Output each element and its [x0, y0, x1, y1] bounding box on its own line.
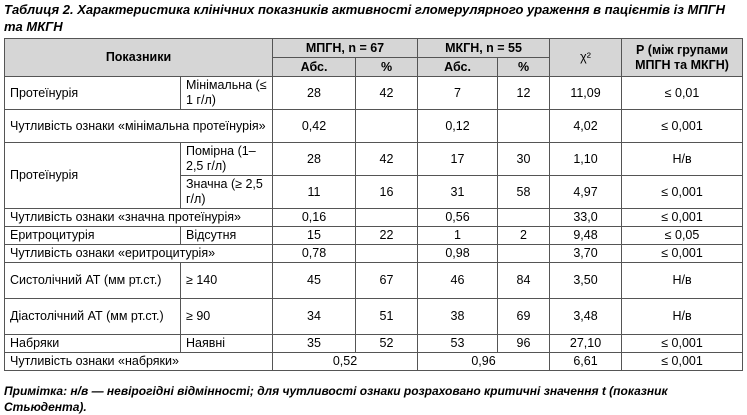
mpgn-abs: 45: [273, 263, 356, 299]
chi-value: 1,10: [550, 143, 622, 176]
chi-value: 4,02: [550, 110, 622, 143]
row-subcategory: ≥ 140: [181, 263, 273, 299]
chi-value: 3,50: [550, 263, 622, 299]
mkgn-value: 0,96: [418, 353, 550, 371]
header-mpgn: МПГН, n = 67: [273, 39, 418, 58]
mkgn-pct: 58: [498, 176, 550, 209]
mkgn-abs: 1: [418, 227, 498, 245]
row-name: Чутливість ознаки «значна протеїнурія»: [5, 209, 273, 227]
p-value: ≤ 0,001: [622, 335, 743, 353]
p-value: ≤ 0,01: [622, 77, 743, 110]
mpgn-abs: 0,78: [273, 245, 356, 263]
chi-value: 9,48: [550, 227, 622, 245]
footnote-text: н/в — невірогідні відмінності; для чутливості ознаки розраховано критичні значення t (показник Стьюдента).: [4, 384, 668, 414]
p-value: ≤ 0,05: [622, 227, 743, 245]
chi-value: 27,10: [550, 335, 622, 353]
mkgn-abs: 53: [418, 335, 498, 353]
row-subcategory: Наявні: [181, 335, 273, 353]
mkgn-abs: 17: [418, 143, 498, 176]
row-name: Набряки: [5, 335, 181, 353]
mkgn-abs: 7: [418, 77, 498, 110]
p-value: ≤ 0,001: [622, 176, 743, 209]
mpgn-pct: 51: [356, 299, 418, 335]
row-name: Протеїнурія: [5, 143, 181, 209]
mpgn-abs: 35: [273, 335, 356, 353]
mkgn-pct: 2: [498, 227, 550, 245]
header-row-1: [5, 39, 743, 58]
mpgn-abs: 15: [273, 227, 356, 245]
mpgn-pct: 42: [356, 143, 418, 176]
mpgn-abs: 28: [273, 77, 356, 110]
table-row: [5, 209, 743, 227]
header-indicators: Показники: [5, 39, 273, 77]
header-mkgn-abs: Абс.: [418, 58, 498, 77]
table-footnote: [4, 383, 744, 415]
row-name: Еритроцитурія: [5, 227, 181, 245]
mkgn-abs: 46: [418, 263, 498, 299]
mpgn-abs: 0,16: [273, 209, 356, 227]
mkgn-abs: 31: [418, 176, 498, 209]
table-row: [5, 353, 743, 371]
table-row: [5, 245, 743, 263]
mpgn-pct: 67: [356, 263, 418, 299]
header-mkgn-pct: %: [498, 58, 550, 77]
mpgn-abs: 11: [273, 176, 356, 209]
mkgn-abs: 38: [418, 299, 498, 335]
mkgn-abs: 0,98: [418, 245, 498, 263]
header-mpgn-abs: Абс.: [273, 58, 356, 77]
chi-value: 33,0: [550, 209, 622, 227]
p-value: Н/в: [622, 299, 743, 335]
p-value: ≤ 0,001: [622, 245, 743, 263]
mpgn-value: 0,52: [273, 353, 418, 371]
clinical-indicators-table: [4, 38, 743, 371]
header-p: Р (між групами МПГН та МКГН): [622, 39, 743, 77]
chi-value: 4,97: [550, 176, 622, 209]
p-value: Н/в: [622, 263, 743, 299]
mpgn-abs: 28: [273, 143, 356, 176]
chi-value: 3,70: [550, 245, 622, 263]
mpgn-pct: 42: [356, 77, 418, 110]
row-subcategory: ≥ 90: [181, 299, 273, 335]
row-subcategory: Відсутня: [181, 227, 273, 245]
header-chi: χ²: [550, 39, 622, 77]
mpgn-pct: 22: [356, 227, 418, 245]
mkgn-pct: [498, 209, 550, 227]
row-name: Систолічний АТ (мм рт.ст.): [5, 263, 181, 299]
chi-value: 3,48: [550, 299, 622, 335]
row-name: Діастолічний АТ (мм рт.ст.): [5, 299, 181, 335]
p-value: ≤ 0,001: [622, 209, 743, 227]
row-name: Чутливість ознаки «набряки»: [5, 353, 273, 371]
row-subcategory: Мінімальна (≤ 1 г/л): [181, 77, 273, 110]
p-value: Н/в: [622, 143, 743, 176]
mpgn-pct: [356, 110, 418, 143]
p-value: ≤ 0,001: [622, 110, 743, 143]
table-row: [5, 227, 743, 245]
footnote-label: Примітка:: [4, 384, 68, 398]
table-row: [5, 263, 743, 299]
table-row: [5, 335, 743, 353]
mpgn-pct: 52: [356, 335, 418, 353]
table-row: [5, 77, 743, 110]
mkgn-pct: 30: [498, 143, 550, 176]
mkgn-pct: 12: [498, 77, 550, 110]
row-name: Чутливість ознаки «еритроцитурія»: [5, 245, 273, 263]
mkgn-pct: 69: [498, 299, 550, 335]
table-row: [5, 143, 743, 176]
chi-value: 11,09: [550, 77, 622, 110]
row-name: Чутливість ознаки «мінімальна протеїнурія»: [5, 110, 273, 143]
chi-value: 6,61: [550, 353, 622, 371]
mkgn-abs: 0,56: [418, 209, 498, 227]
mkgn-pct: [498, 110, 550, 143]
header-mpgn-pct: %: [356, 58, 418, 77]
mpgn-pct: 16: [356, 176, 418, 209]
mkgn-pct: 96: [498, 335, 550, 353]
table-caption: Таблиця 2. Характеристика клінічних показників активності гломерулярного ураження в пацієнтів із МПГН та МКГН: [4, 2, 726, 34]
mpgn-pct: [356, 209, 418, 227]
mkgn-pct: [498, 245, 550, 263]
row-subcategory: Помірна (1–2,5 г/л): [181, 143, 273, 176]
row-name: Протеїнурія: [5, 77, 181, 110]
mkgn-abs: 0,12: [418, 110, 498, 143]
row-subcategory: Значна (≥ 2,5 г/л): [181, 176, 273, 209]
mpgn-abs: 0,42: [273, 110, 356, 143]
p-value: ≤ 0,001: [622, 353, 743, 371]
header-mkgn: МКГН, n = 55: [418, 39, 550, 58]
table-row: [5, 110, 743, 143]
mpgn-abs: 34: [273, 299, 356, 335]
mkgn-pct: 84: [498, 263, 550, 299]
table-row: [5, 299, 743, 335]
mpgn-pct: [356, 245, 418, 263]
